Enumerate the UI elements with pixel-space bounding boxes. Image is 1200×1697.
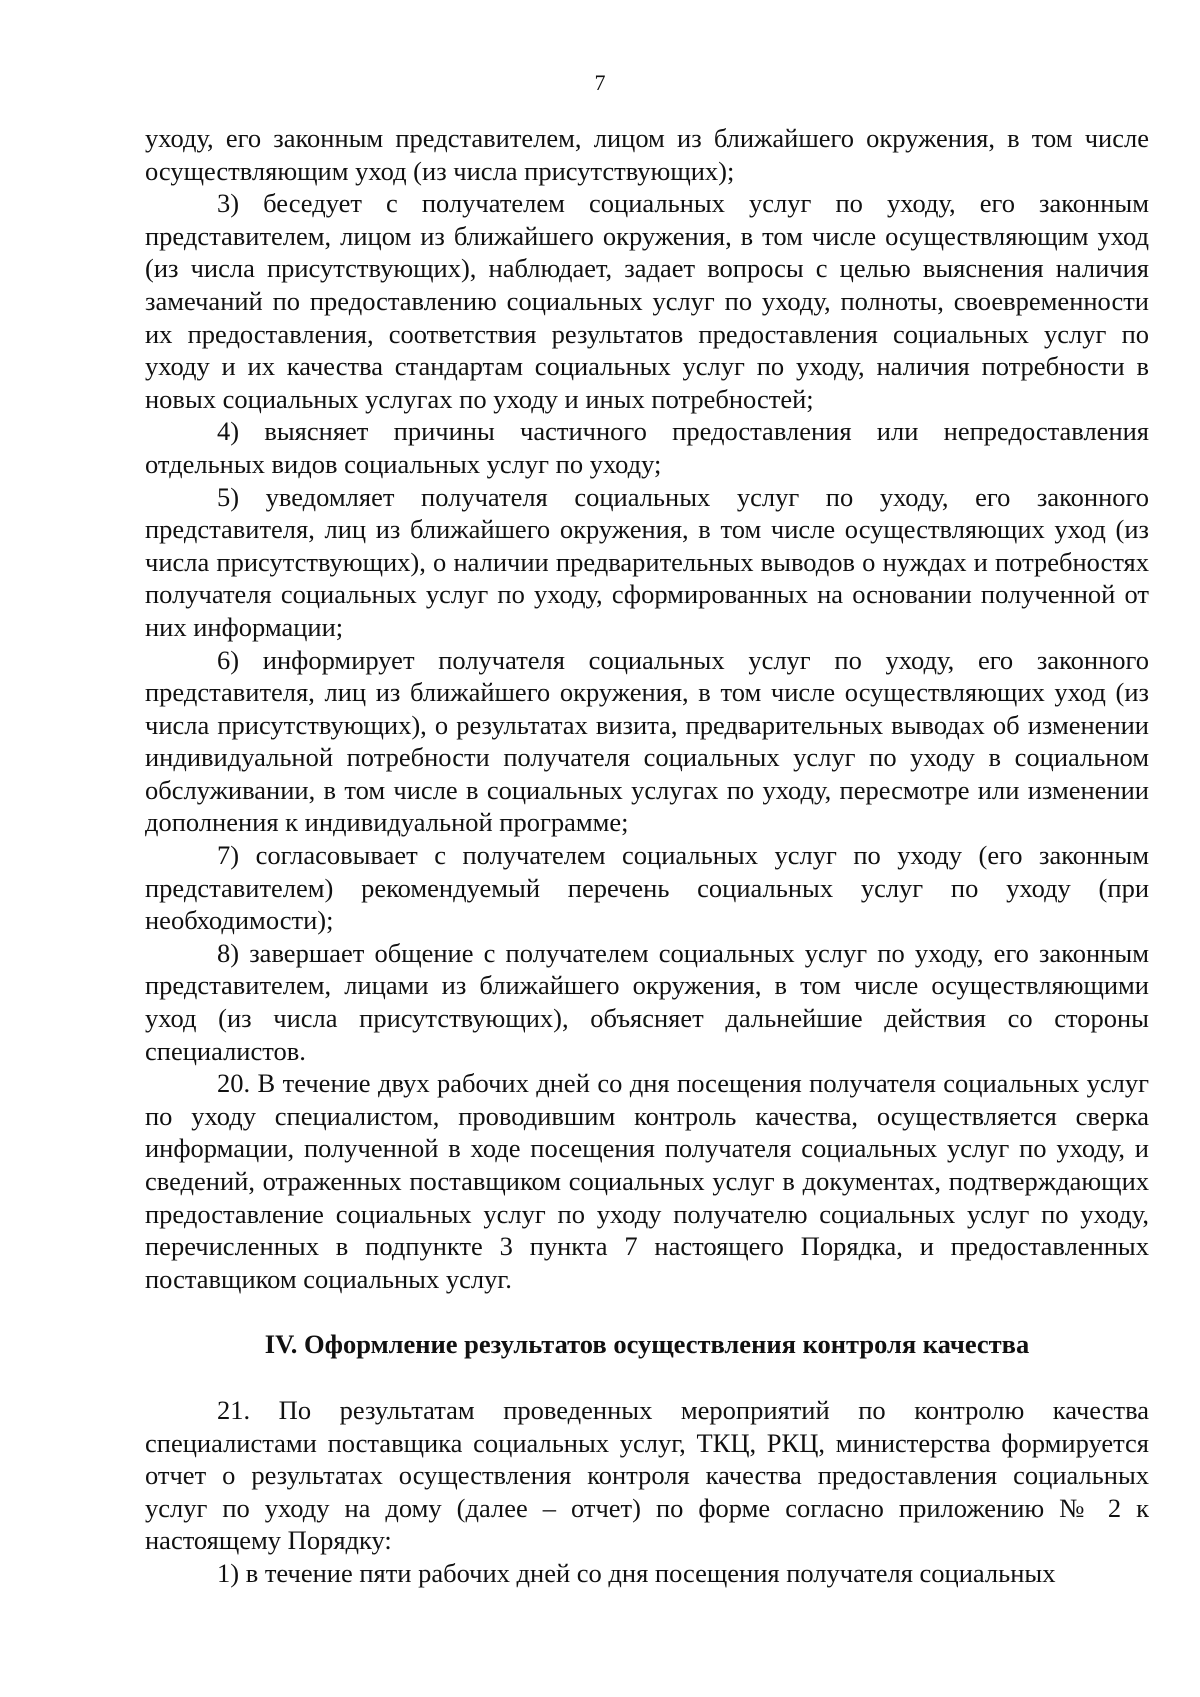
paragraph-item-6: 6) информирует получателя социальных услуг по уходу, его законного представителя, лиц из ближайшего окружения, в том числе осуществляющих уход (из числа присутствующих), о результатах визита, предварительных выводах об изменении индивидуальной потребности получателя социальных услуг по уходу в социальном обслуживании, в том числе в социальных услугах по уходу, пересмотре или изменении дополнения к индивидуальной программе;	[145, 644, 1149, 838]
section-heading: IV. Оформление результатов осуществления контроля качества	[264, 1329, 1030, 1360]
paragraph-item-4: 4) выясняет причины частичного предоставления или непредоставления отдельных видов социальных услуг по уходу;	[145, 416, 1149, 479]
paragraph-clause-21: 21. По результатам проведенных мероприятий по контролю качества специалистами поставщика социальных услуг, ТКЦ, РКЦ, министерства формируется отчет о результатах осуществления контроля качества предоставления социальных услуг по уходу на дому (далее – отчет) по форме согласно приложению № 2 к настоящему Порядку:	[145, 1394, 1149, 1556]
paragraph-clause-20: 20. В течение двух рабочих дней со дня посещения получателя социальных услуг по уходу специалистом, проводившим контроль качества, осуществляется сверка информации, полученной в ходе посещения получателя социальных услуг по уходу, и сведений, отраженных поставщиком социальных услуг в документах, подтверждающих предоставление социальных услуг по уходу получателю социальных услуг по уходу, перечисленных в подпункте 3 пункта 7 настоящего Порядка, и предоставленных поставщиком социальных услуг.	[145, 1068, 1149, 1294]
spacer	[145, 1295, 1149, 1328]
page-number: 7	[594, 70, 606, 95]
spacer	[145, 1361, 1149, 1394]
paragraph-item-8: 8) завершает общение с получателем социальных услуг по уходу, его законным представителем, лицами из ближайшего окружения, в том числе осуществляющими уход (из числа присутствующих), объясняет дальнейшие действия со стороны специалистов.	[145, 937, 1149, 1066]
document-body	[145, 122, 1149, 1590]
paragraph-subitem-1: 1) в течение пяти рабочих дней со дня посещения получателя социальных	[217, 1557, 1056, 1588]
paragraph-item-5: 5) уведомляет получателя социальных услуг по уходу, его законного представителя, лиц из ближайшего окружения, в том числе осуществляющих уход (из числа присутствующих), о наличии предварительных выводов о нуждах и потребностях получателя социальных услуг по уходу, сформированных на основании полученной от них информации;	[145, 481, 1149, 642]
paragraph-item-7: 7) согласовывает с получателем социальных услуг по уходу (его законным представителем) рекомендуемый перечень социальных услуг по уходу (при необходимости);	[145, 840, 1149, 936]
paragraph-continuation: уходу, его законным представителем, лицом из ближайшего окружения, в том числе осуществляющим уход (из числа присутствующих);	[145, 123, 1149, 186]
paragraph-item-3: 3) беседует с получателем социальных услуг по уходу, его законным представителем, лицом из ближайшего окружения, в том числе осуществляющим уход (из числа присутствующих), наблюдает, задает вопросы с целью выяснения наличия замечаний по предоставлению социальных услуг по уходу, полноты, своевременности их предоставления, соответствия результатов предоставления социальных услуг по уходу и их качества стандартам социальных услуг по уходу, наличия потребности в новых социальных услугах по уходу и иных потребностей;	[145, 188, 1149, 414]
